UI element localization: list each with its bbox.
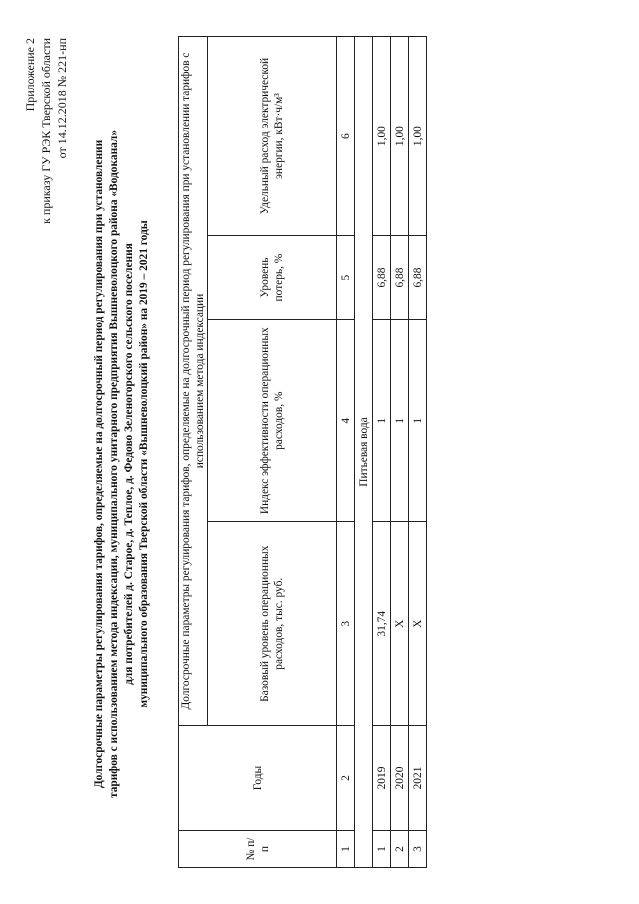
column-index-row — [337, 37, 355, 868]
cell-base-opex: X — [391, 522, 409, 726]
cell-energy: 1,00 — [409, 37, 427, 236]
appendix-line-1: Приложение 2 — [23, 38, 37, 112]
cell-base-opex: 31,74 — [373, 522, 391, 726]
index-cell: 2 — [337, 726, 355, 831]
title-line-2: тарифов с использованием метода индексации, муниципального унитарного предприятия Вышневолоцкого района «Водоканал» — [108, 129, 120, 799]
section-drinking-water: Питьевая вода — [355, 37, 373, 868]
cell-loss-level: 6,88 — [391, 236, 409, 320]
title-line-1: Долгосрочные параметры регулирования тарифов, определяемые на долгосрочный период регулирования при установлении — [93, 139, 105, 789]
parameters-table — [178, 36, 427, 868]
header-energy-consumption: Удельный расход электрической энергии, кВт·ч/м³ — [208, 37, 337, 236]
index-cell: 6 — [337, 37, 355, 236]
header-base-opex: Базовый уровень операционных расходов, тыс. руб. — [208, 522, 337, 726]
cell-efficiency-index: 1 — [373, 319, 391, 522]
header-num: № п/п — [179, 831, 337, 868]
cell-year: 2019 — [373, 726, 391, 831]
cell-num: 3 — [409, 831, 427, 868]
document-title — [92, 114, 152, 814]
index-cell: 1 — [337, 831, 355, 868]
appendix-note — [22, 38, 70, 224]
cell-efficiency-index: 1 — [409, 319, 427, 522]
appendix-line-2: к приказу ГУ РЭК Тверской области — [39, 38, 53, 224]
title-line-3: для потребителей д. Старое, д. Теплое, д. Федово Зеленогорского сельского поселения — [123, 243, 135, 685]
title-line-4: муниципального образования Тверской области «Вышневолоцкий район» на 2019 – 2021 годы — [138, 220, 150, 708]
index-cell: 3 — [337, 522, 355, 726]
index-cell: 5 — [337, 236, 355, 320]
header-years: Годы — [179, 726, 337, 831]
cell-num: 1 — [373, 831, 391, 868]
cell-energy: 1,00 — [391, 37, 409, 236]
cell-efficiency-index: 1 — [391, 319, 409, 522]
table-row — [391, 37, 409, 868]
header-group: Долгосрочные параметры регулирования тарифов, определяемые на долгосрочный период регулирования при установлении тарифов с использованием метода индексации — [179, 37, 208, 726]
appendix-line-3: от 14.12.2018 № 221-нп — [55, 38, 69, 159]
table-row — [373, 37, 391, 868]
header-efficiency-index: Индекс эффективности операционных расходов, % — [208, 319, 337, 522]
cell-year: 2021 — [409, 726, 427, 831]
header-loss-level: Уровень потерь, % — [208, 236, 337, 320]
cell-loss-level: 6,88 — [373, 236, 391, 320]
table-row — [409, 37, 427, 868]
index-cell: 4 — [337, 319, 355, 522]
cell-energy: 1,00 — [373, 37, 391, 236]
cell-loss-level: 6,88 — [409, 236, 427, 320]
cell-base-opex: X — [409, 522, 427, 726]
cell-num: 2 — [391, 831, 409, 868]
cell-year: 2020 — [391, 726, 409, 831]
